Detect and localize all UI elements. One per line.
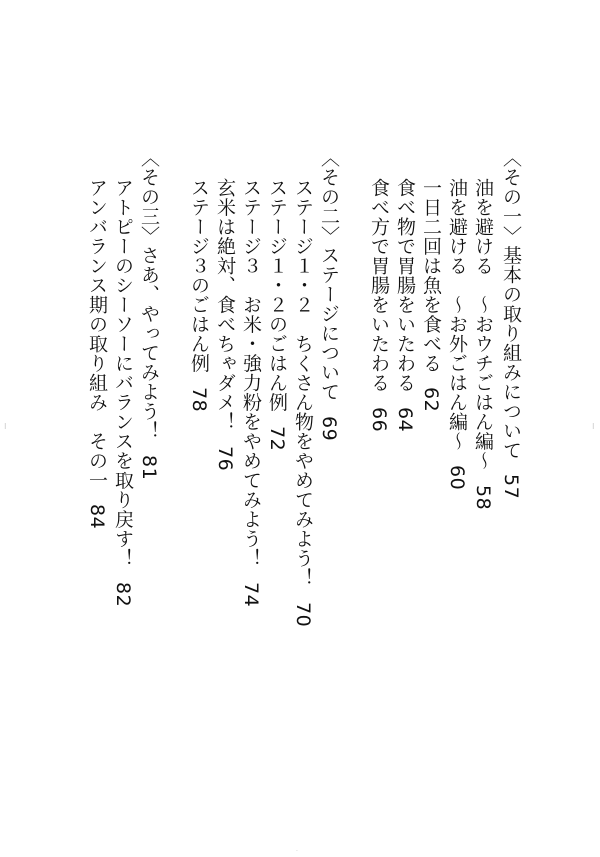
toc-entry bbox=[290, 178, 316, 627]
toc-entry-title: ステージ３ お米・強力粉をやめてみよう！ bbox=[240, 178, 262, 568]
toc-entry bbox=[366, 178, 392, 432]
toc-entry-page: 64 bbox=[394, 406, 416, 432]
toc-entry bbox=[264, 178, 290, 451]
footer-mark: · bbox=[296, 848, 298, 855]
toc-entry bbox=[238, 178, 264, 607]
toc-entry-page: 70 bbox=[292, 601, 314, 627]
toc-entry bbox=[186, 178, 212, 412]
toc-heading-page: 57 bbox=[500, 474, 522, 500]
toc-entry-title: 一日二回は魚を食べる bbox=[420, 178, 442, 373]
toc-entry-page: 82 bbox=[112, 582, 134, 608]
toc-heading-section1 bbox=[498, 148, 524, 499]
toc-entry bbox=[470, 178, 496, 510]
toc-heading-page: 69 bbox=[318, 415, 340, 441]
toc-entry-title: ステージ１・２のごはん例 bbox=[266, 178, 288, 412]
toc-heading-section2 bbox=[316, 148, 342, 441]
toc-entry bbox=[110, 178, 136, 607]
toc-entry bbox=[418, 178, 444, 412]
toc-entry-title: アンバランス期の取り組み その一 bbox=[86, 178, 108, 490]
toc-entry-title: 食べ方で胃腸をいたわる bbox=[368, 178, 390, 393]
toc-heading-title: 〈その二〉ステージについて bbox=[318, 148, 340, 402]
toc-heading-section3 bbox=[136, 148, 162, 480]
toc-entry-title: ステージ１・２ ちくさん物をやめてみよう！ bbox=[292, 178, 314, 588]
toc-entry-title: ステージ３のごはん例 bbox=[188, 178, 210, 373]
toc-entry bbox=[212, 178, 238, 471]
margin-tick-left: ⁝ bbox=[4, 422, 7, 431]
toc-heading-title: 〈その一〉基本の取り組みについて bbox=[500, 148, 522, 460]
toc-heading-page: 81 bbox=[138, 454, 160, 480]
toc-entry-page: 60 bbox=[446, 465, 468, 491]
toc-heading-title: 〈その三〉さあ、やってみよう！ bbox=[138, 148, 160, 441]
toc-entry-page: 58 bbox=[472, 484, 494, 510]
toc-entry-title: 玄米は絶対、食べちゃダメ！ bbox=[214, 178, 236, 432]
toc-entry-title: アトピーのシーソーにバランスを取り戻す！ bbox=[112, 178, 134, 568]
toc-entry-title: 食べ物で胃腸をいたわる bbox=[394, 178, 416, 393]
toc-entry bbox=[84, 178, 110, 529]
toc-entry-title: 油を避ける ～おウチごはん編～ bbox=[472, 178, 494, 471]
margin-tick-right: ⁝ bbox=[592, 422, 595, 431]
toc-entry-page: 72 bbox=[266, 426, 288, 452]
toc-entry-page: 62 bbox=[420, 387, 442, 413]
toc-entry-title: 油を避ける ～お外ごはん編～ bbox=[446, 178, 468, 451]
toc-entry-page: 74 bbox=[240, 582, 262, 608]
toc-entry-page: 76 bbox=[214, 445, 236, 471]
toc-entry bbox=[444, 178, 470, 490]
toc-entry-page: 78 bbox=[188, 387, 210, 413]
toc-entry-page: 84 bbox=[86, 504, 108, 530]
toc-entry bbox=[392, 178, 418, 432]
toc-entry-page: 66 bbox=[368, 406, 390, 432]
